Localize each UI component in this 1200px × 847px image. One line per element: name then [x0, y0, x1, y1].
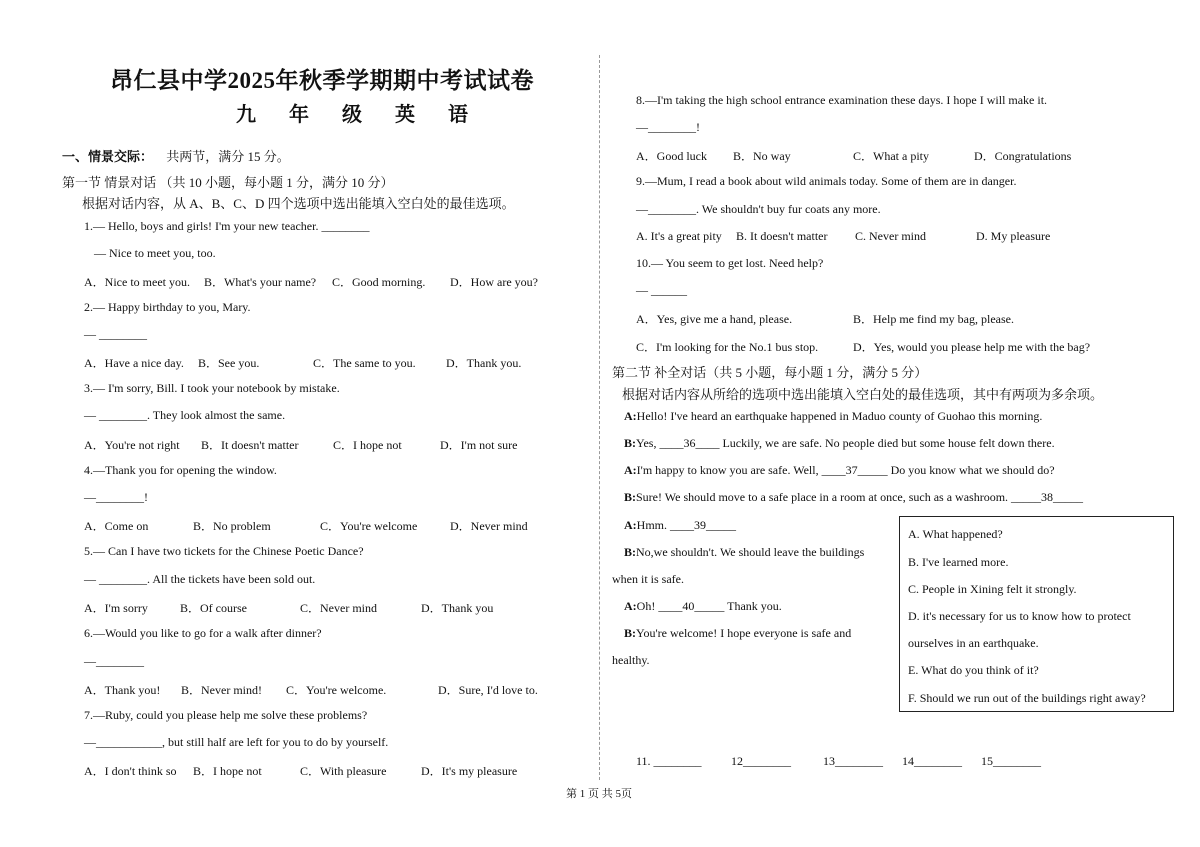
- q7-reply: —___________, but still half are left for you to do by yourself.: [84, 735, 389, 749]
- q9-reply: —________. We shouldn't buy fur coats any more.: [636, 202, 881, 216]
- q6-option-d: D．Sure, I'd love to.: [438, 683, 538, 697]
- q10-option-d: D．Yes, would you please help me with the bag?: [853, 340, 1091, 354]
- box-option-e: E. What do you think of it?: [908, 663, 1039, 677]
- q6-option-b: B．Never mind!: [181, 683, 262, 697]
- box-option-f: F. Should we run out of the buildings right away?: [908, 691, 1146, 705]
- dialogue-text: Thank you.: [724, 599, 782, 613]
- speaker-label: B:: [624, 436, 636, 450]
- dialogue-text: Hmm.: [636, 518, 671, 532]
- section2-title: 第二节 补全对话（共 5 小题，每小题 1 分，满分 5 分）: [612, 365, 928, 380]
- dialogue-line-6: [624, 545, 864, 560]
- q6-prompt: 6.—Would you like to go for a walk after dinner?: [84, 626, 322, 640]
- box-option-b: B. I've learned more.: [908, 555, 1009, 569]
- q8-prompt: 8.—I'm taking the high school entrance examination these days. I hope I will make it.: [636, 93, 1048, 107]
- box-option-c: C. People in Xining felt it strongly.: [908, 582, 1077, 596]
- q3-reply: — ________. They look almost the same.: [84, 408, 286, 422]
- q10-option-a: A．Yes, give me a hand, please.: [636, 312, 793, 326]
- box-option-a: A. What happened?: [908, 527, 1003, 541]
- q8-option-d: D．Congratulations: [974, 149, 1072, 163]
- blank-39[interactable]: ____39_____: [670, 518, 737, 532]
- q4-option-a: A．Come on: [84, 519, 149, 533]
- section1-title: 第一节 情景对话 （共 10 小题，每小题 1 分，满分 10 分）: [62, 175, 394, 190]
- dialogue-line-8: [624, 626, 851, 641]
- q1-option-c: C．Good morning.: [332, 275, 426, 289]
- speaker-label: B:: [624, 490, 636, 504]
- page-footer: 第 1 页 共 5页: [566, 788, 632, 800]
- speaker-label: A:: [624, 463, 637, 477]
- q6-option-a: A．Thank you!: [84, 683, 161, 697]
- dialogue-text: Sure! We should move to a safe place in a room at once, such as a washroom.: [636, 490, 1012, 504]
- answer-blank-14[interactable]: 14________: [902, 754, 962, 768]
- part1-heading-label: 一、情景交际：: [62, 149, 154, 164]
- dialogue-text: I'm happy to know you are safe. Well,: [636, 463, 822, 477]
- q7-option-b: B．I hope not: [193, 764, 262, 778]
- section2-instructions: 根据对话内容从所给的选项中选出能填入空白处的最佳选项，其中有两项为多余项。: [622, 387, 1104, 402]
- q10-prompt: 10.— You seem to get lost. Need help?: [636, 256, 824, 270]
- dialogue-text: Oh!: [636, 599, 659, 613]
- dialogue-line-6-cont: when it is safe.: [612, 572, 684, 586]
- q1-option-b: B．What's your name?: [204, 275, 317, 289]
- q4-reply: —________!: [84, 490, 148, 504]
- q8-option-b: B．No way: [733, 149, 791, 163]
- answer-blank-12[interactable]: 12________: [731, 754, 791, 768]
- q2-prompt: 2.— Happy birthday to you, Mary.: [84, 300, 251, 314]
- blank-38[interactable]: _____38_____: [1011, 490, 1084, 504]
- q3-option-d: D．I'm not sure: [440, 438, 518, 452]
- answer-blank-13[interactable]: 13________: [823, 754, 883, 768]
- blank-40[interactable]: ____40_____: [658, 599, 725, 613]
- q2-option-b: B．See you.: [198, 356, 260, 370]
- q4-option-b: B．No problem: [193, 519, 271, 533]
- speaker-label: A:: [624, 409, 637, 423]
- q10-option-c: C．I'm looking for the No.1 bus stop.: [636, 340, 819, 354]
- q3-option-b: B．It doesn't matter: [201, 438, 299, 452]
- dialogue-line-3: [624, 463, 1055, 478]
- speaker-label: B:: [624, 545, 636, 559]
- q1-reply: — Nice to meet you, too.: [94, 246, 216, 260]
- speaker-label: A:: [624, 518, 637, 532]
- q7-option-c: C．With pleasure: [300, 764, 387, 778]
- q6-reply: —________: [84, 654, 144, 668]
- q9-option-c: C. Never mind: [855, 229, 926, 243]
- dialogue-line-7: [624, 599, 782, 614]
- q6-option-c: C．You're welcome.: [286, 683, 387, 697]
- q4-prompt: 4.—Thank you for opening the window.: [84, 463, 277, 477]
- section1-instructions: 根据对话内容，从 A、B、C、D 四个选项中选出能填入空白处的最佳选项。: [82, 196, 515, 211]
- q1-option-a: A．Nice to meet you.: [84, 275, 190, 289]
- q5-option-c: C．Never mind: [300, 601, 377, 615]
- q5-option-d: D．Thank you: [421, 601, 494, 615]
- q2-option-d: D．Thank you.: [446, 356, 522, 370]
- q5-reply: — ________. All the tickets have been sold out.: [84, 572, 316, 586]
- dialogue-line-5: [624, 518, 736, 533]
- dialogue-text: You're welcome! I hope everyone is safe and: [636, 626, 852, 640]
- q9-option-b: B. It doesn't matter: [736, 229, 828, 243]
- q4-option-d: D．Never mind: [450, 519, 528, 533]
- q3-option-a: A．You're not right: [84, 438, 180, 452]
- blank-37[interactable]: ____37_____: [821, 463, 888, 477]
- q5-option-a: A．I'm sorry: [84, 601, 148, 615]
- q7-option-a: A．I don't think so: [84, 764, 177, 778]
- part1-heading: [62, 146, 290, 165]
- q3-option-c: C．I hope not: [333, 438, 402, 452]
- q2-option-a: A．Have a nice day.: [84, 356, 184, 370]
- column-divider: [599, 55, 600, 780]
- q7-prompt: 7.—Ruby, could you please help me solve these problems?: [84, 708, 368, 722]
- q9-option-d: D. My pleasure: [976, 229, 1051, 243]
- q5-prompt: 5.— Can I have two tickets for the Chinese Poetic Dance?: [84, 544, 364, 558]
- dialogue-line-1: [624, 409, 1042, 424]
- q3-prompt: 3.— I'm sorry, Bill. I took your notebook by mistake.: [84, 381, 340, 395]
- answer-blank-11[interactable]: 11. ________: [636, 754, 702, 768]
- dialogue-line-4: [624, 490, 1083, 505]
- box-option-d: D. it's necessary for us to know how to protect: [908, 609, 1131, 623]
- exam-title: 昂仁县中学2025年秋季学期期中考试试卷: [110, 68, 534, 93]
- q5-option-b: B．Of course: [180, 601, 247, 615]
- q8-reply: —________!: [636, 120, 700, 134]
- q9-option-a: A. It's a great pity: [636, 229, 722, 243]
- q2-option-c: C．The same to you.: [313, 356, 416, 370]
- exam-subtitle: 九 年 级 英 语: [236, 104, 482, 126]
- dialogue-text: Luckily, we are safe. No people died but some house felt down there.: [719, 436, 1055, 450]
- dialogue-text: Do you know what we should do?: [887, 463, 1055, 477]
- part1-heading-note: 共两节，满分 15 分。: [166, 149, 290, 164]
- q10-option-b: B．Help me find my bag, please.: [853, 312, 1014, 326]
- q1-option-d: D．How are you?: [450, 275, 538, 289]
- q4-option-c: C．You're welcome: [320, 519, 418, 533]
- q2-reply: — ________: [84, 327, 147, 341]
- dialogue-text: No,we shouldn't. We should leave the buildings: [636, 545, 865, 559]
- blank-36[interactable]: ____36____: [659, 436, 720, 450]
- speaker-label: B:: [624, 626, 636, 640]
- dialogue-text: Yes,: [636, 436, 660, 450]
- q9-prompt: 9.—Mum, I read a book about wild animals today. Some of them are in danger.: [636, 174, 1017, 188]
- q7-option-d: D．It's my pleasure: [421, 764, 518, 778]
- speaker-label: A:: [624, 599, 637, 613]
- box-option-d-cont: ourselves in an earthquake.: [908, 636, 1039, 650]
- q8-option-c: C．What a pity: [853, 149, 929, 163]
- q10-reply: — ______: [636, 283, 687, 297]
- dialogue-line-2: [624, 436, 1055, 451]
- q1-prompt: 1.— Hello, boys and girls! I'm your new teacher. ________: [84, 219, 370, 233]
- dialogue-text: Hello! I've heard an earthquake happened in Maduo county of Guohao this morning.: [636, 409, 1043, 423]
- q8-option-a: A．Good luck: [636, 149, 707, 163]
- answer-blank-15[interactable]: 15________: [981, 754, 1041, 768]
- dialogue-line-8-cont: healthy.: [612, 653, 650, 667]
